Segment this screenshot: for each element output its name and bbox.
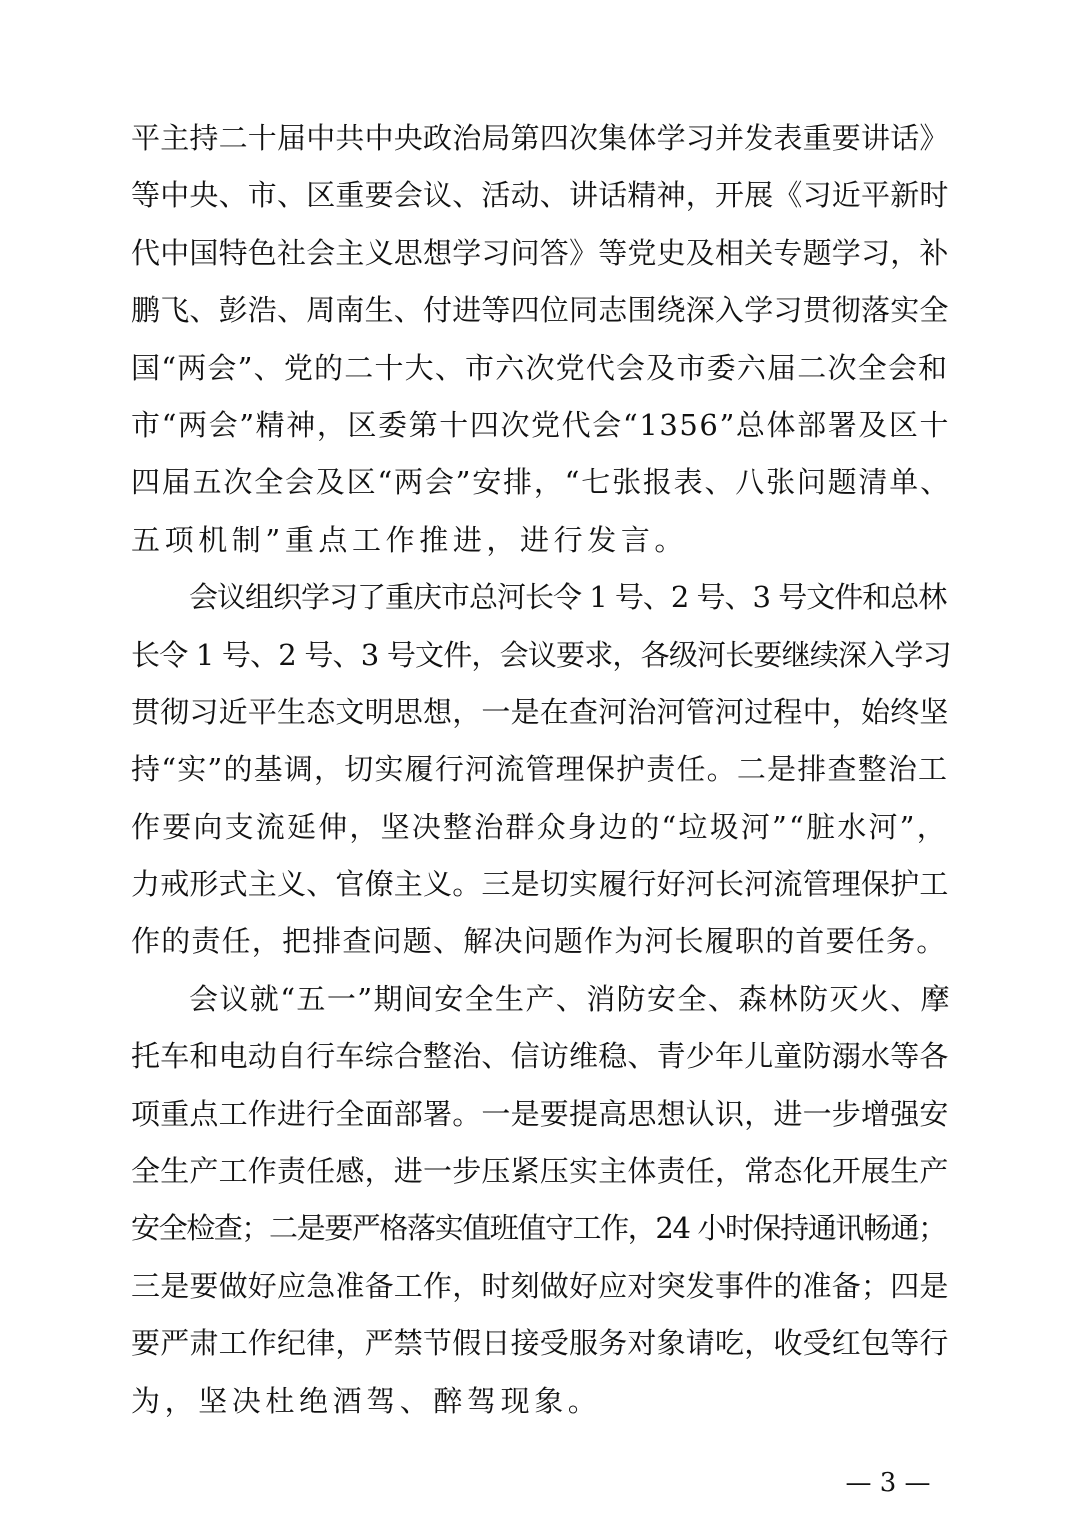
page-number: — 3 —: [845, 1468, 931, 1498]
text-line: 代中国特色社会主义思想学习问答》等党史及相关专题学习，补: [131, 235, 949, 270]
text-line: 三是要做好应急准备工作，时刻做好应对突发事件的准备；四是: [131, 1268, 949, 1303]
text-line: 四届五次全会及区“两会”安排，“七张报表、八张问题清单、: [131, 465, 951, 500]
text-line: 为，坚决杜绝酒驾、醉驾现象。: [131, 1383, 602, 1418]
text-line: 托车和电动自行车综合整治、信访维稳、青少年儿童防溺水等各: [131, 1039, 949, 1074]
text-line: 等中央、市、区重要会议、活动、讲话精神，开展《习近平新时: [131, 178, 949, 213]
text-line: 安全检查；二是要严格落实值班值守工作，24 小时保持通讯畅通；: [131, 1211, 946, 1246]
text-line: 全生产工作责任感，进一步压紧压实主体责任，常态化开展生产: [131, 1154, 949, 1189]
text-line: 要严肃工作纪律，严禁节假日接受服务对象请吃，收受红包等行: [131, 1326, 949, 1361]
text-line: 会议组织学习了重庆市总河长令 1 号、2 号、3 号文件和总林: [189, 580, 947, 615]
text-line: 鹏飞、彭浩、周南生、付进等四位同志围绕深入学习贯彻落实全: [131, 293, 949, 328]
text-line: 长令 1 号、2 号、3 号文件，会议要求，各级河长要继续深入学习: [131, 637, 951, 672]
text-line: 五项机制”重点工作推进，进行发言。: [131, 522, 689, 557]
text-line: 持“实”的基调，切实履行河流管理保护责任。二是排查整治工: [131, 752, 949, 787]
text-line: 项重点工作进行全面部署。一是要提高思想认识，进一步增强安: [131, 1096, 949, 1131]
text-line: 市“两会”精神，区委第十四次党代会“1356”总体部署及区十: [131, 407, 951, 442]
text-line: 作要向支流延伸，坚决整治群众身边的“垃圾河”“脏水河”，: [131, 809, 948, 844]
text-line: 平主持二十届中共中央政治局第四次集体学习并发表重要讲话》: [131, 121, 949, 155]
text-line: 贯彻习近平生态文明思想，一是在查河治河管河过程中，始终坚: [131, 694, 949, 729]
body-text: [131, 110, 951, 1430]
text-line: 国“两会”、党的二十大、市六次党代会及市委六届二次全会和: [131, 350, 949, 385]
text-line: 力戒形式主义、官僚主义。三是切实履行好河长河流管理保护工: [131, 867, 949, 902]
text-line: 作的责任，把排查问题、解决问题作为河长履职的首要任务。: [131, 924, 947, 959]
text-line: 会议就“五一”期间安全生产、消防安全、森林防灭火、摩: [189, 981, 952, 1016]
